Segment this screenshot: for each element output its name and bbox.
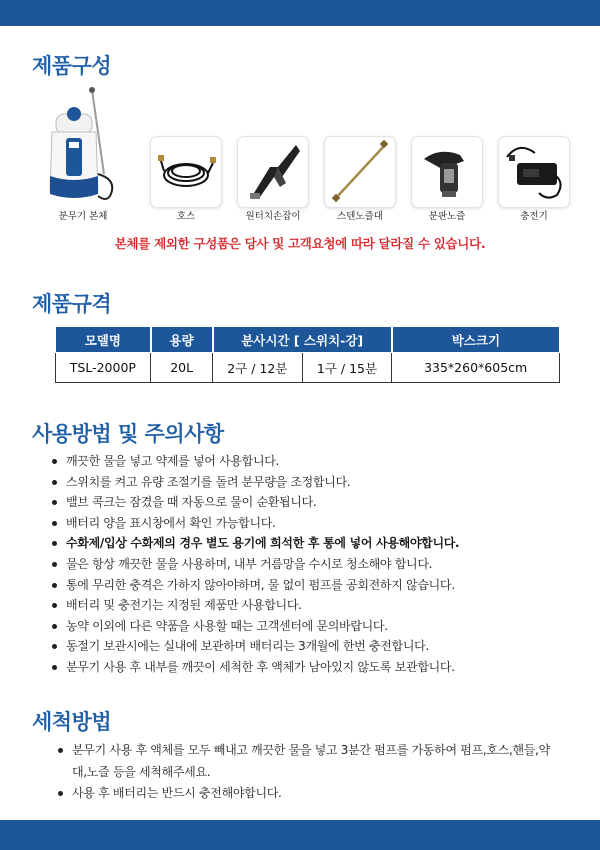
usage-item: 물은 항상 깨끗한 물을 사용하며, 내부 거름망을 수시로 청소해야 합니다. [50, 554, 459, 575]
sprayer-body-icon [40, 84, 126, 208]
usage-item: 통에 무리한 충격은 가하지 않아야하며, 물 없이 펌프를 공회전하지 않습니다. [50, 575, 459, 596]
spec-cell-box-size: 335*260*605cm [392, 353, 560, 383]
charger-icon [499, 137, 569, 207]
spec-header-spray-time: 분사시간 [ 스위치-강] [213, 327, 392, 353]
top-banner [0, 0, 600, 26]
spec-row [55, 353, 560, 383]
component-label: 스텐노즐대 [337, 211, 383, 222]
component-sprayer-body [40, 84, 126, 224]
component-label: 분판노즐 [428, 211, 466, 222]
spec-header-capacity: 용량 [151, 327, 213, 353]
fan-nozzle-icon [412, 137, 482, 207]
components-row [40, 84, 580, 224]
spec-cell-spray-2: 2구 / 12분 [213, 353, 303, 383]
spec-cell-capacity: 20L [151, 353, 213, 383]
usage-title: 사용방법 및 주의사항 [32, 422, 224, 446]
component-thumb [237, 136, 309, 208]
usage-item: 동절기 보관시에는 실내에 보관하며 배터리는 3개월에 한번 충전합니다. [50, 636, 459, 657]
spec-title: 제품규격 [32, 292, 112, 316]
component-thumb [150, 136, 222, 208]
usage-item: 배터리 및 충전기는 지정된 제품만 사용합니다. [50, 595, 459, 616]
usage-item: 농약 이외에 다른 약품을 사용할 때는 고객센터에 문의바랍니다. [50, 616, 459, 637]
wash-item: 사용 후 배터리는 반드시 충전해야합니다. [56, 783, 562, 805]
bottom-banner [0, 820, 600, 850]
usage-item: 깨끗한 물을 넣고 약제를 넣어 사용합니다. [50, 451, 459, 472]
component-fan-nozzle [411, 84, 483, 224]
usage-item-emphasis: 수화제/입상 수화제의 경우 별도 용기에 희석한 후 통에 넣어 사용해야합니다. [50, 533, 459, 554]
components-title: 제품구성 [32, 54, 112, 78]
component-label: 호스 [176, 211, 196, 222]
component-steel-lance [324, 84, 396, 224]
component-charger [498, 84, 570, 224]
component-thumb [324, 136, 396, 208]
spec-table [54, 326, 560, 383]
wash-list [56, 740, 562, 805]
spec-header-box-size: 박스크기 [392, 327, 560, 353]
components-notice: 본체를 제외한 구성품은 당사 및 고객요청에 따라 달라질 수 있습니다. [114, 236, 486, 251]
component-thumb [411, 136, 483, 208]
spec-cell-spray-1: 1구 / 15분 [302, 353, 392, 383]
usage-item: 스위치를 켜고 유량 조절기를 돌려 분무량을 조정합니다. [50, 472, 459, 493]
usage-item: 분무기 사용 후 내부를 깨끗이 세척한 후 액체가 남아있지 않도록 보관합니다. [50, 657, 459, 678]
hose-icon [151, 137, 221, 207]
component-label: 충전기 [520, 211, 548, 222]
wash-title: 세척방법 [32, 710, 112, 734]
usage-item: 밸브 콕크는 잠겼을 때 자동으로 물이 순환됩니다. [50, 492, 459, 513]
component-thumb [498, 136, 570, 208]
trigger-handle-icon [238, 137, 308, 207]
usage-list [50, 451, 459, 678]
component-trigger-handle [237, 84, 309, 224]
usage-item: 배터리 양을 표시창에서 확인 가능합니다. [50, 513, 459, 534]
spec-header-row [55, 327, 560, 353]
component-label: 원터치손잡이 [245, 211, 301, 222]
steel-lance-icon [325, 137, 395, 207]
wash-item: 분무기 사용 후 액체를 모두 빼내고 깨끗한 물을 넣고 3분간 펌프를 가동하여 펌프,호스,핸들,약대,노즐 등을 세척해주세요. [56, 740, 562, 783]
component-hose [150, 84, 222, 224]
spec-cell-model: TSL-2000P [55, 353, 151, 383]
spec-header-model: 모델명 [55, 327, 151, 353]
component-label: 분무기 본체 [58, 211, 108, 222]
